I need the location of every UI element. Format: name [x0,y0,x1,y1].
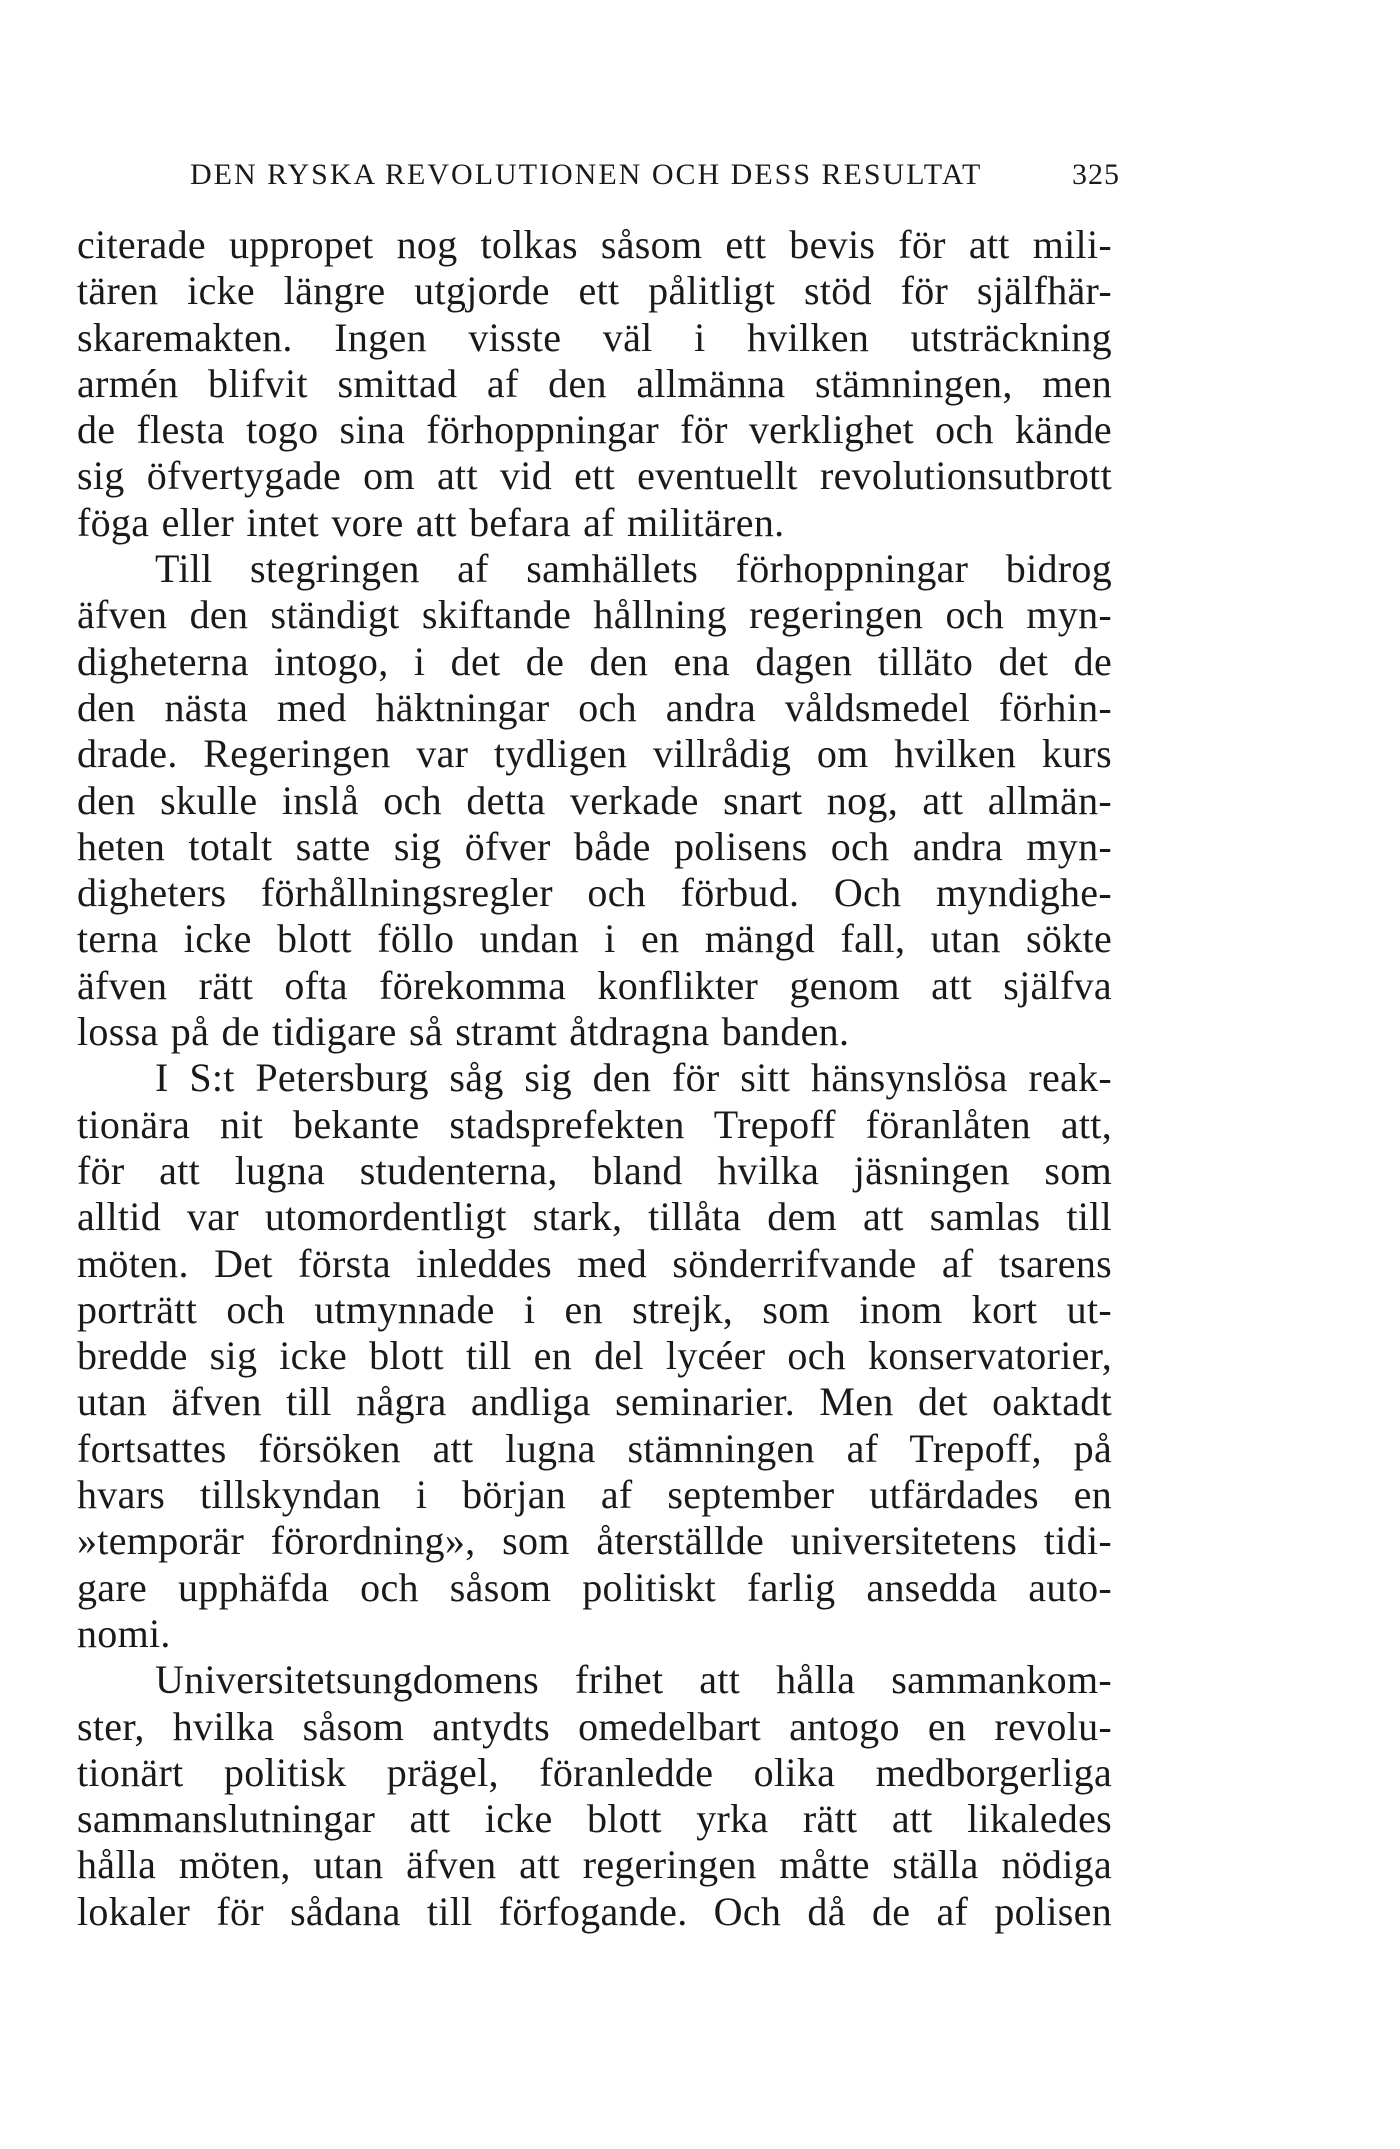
text-line: I S:t Petersburg såg sig den för sitt hänsynslösa reak- [155,1055,1112,1101]
text-line: lokaler för sådana till förfogande. Och då de af polisen [77,1888,1112,1934]
text-line: hålla möten, utan äfven att regeringen måtte ställa nödiga [77,1842,1112,1888]
running-title: DEN RYSKA REVOLUTIONEN OCH DESS RESULTAT [190,158,983,191]
text-line: digheters förhållningsregler och förbud. Och myndighe- [77,870,1112,916]
text-line: tären icke längre utgjorde ett pålitligt stöd för själfhär- [77,268,1112,314]
text-line: hvars tillskyndan i början af september utfärdades en [77,1472,1112,1518]
text-line: skaremakten. Ingen visste väl i hvilken utsträckning [77,314,1112,360]
text-line: heten totalt satte sig öfver både polisens och andra myn- [77,823,1112,869]
text-line: drade. Regeringen var tydligen villrådig om hvilken kurs [77,731,1112,777]
text-line: ster, hvilka såsom antydts omedelbart antogo en revolu- [77,1703,1112,1749]
text-line: de flesta togo sina förhoppningar för verklighet och kände [77,407,1112,453]
text-line: nomi. [77,1610,171,1656]
text-line: den nästa med häktningar och andra våldsmedel förhin- [77,684,1112,730]
text-line: Universitetsungdomens frihet att hålla sammankom- [155,1657,1112,1703]
text-line: porträtt och utmynnade i en strejk, som inom kort ut- [77,1286,1112,1332]
text-line: utan äfven till några andliga seminarier. Men det oaktadt [77,1379,1112,1425]
text-line: »temporär förordning», som återställde universitetens tidi- [77,1518,1112,1564]
body-text [77,222,1112,1935]
text-line: föga eller intet vore att befara af militären. [77,499,785,545]
text-line: Till stegringen af samhällets förhoppningar bidrog [155,546,1112,592]
text-line: alltid var utomordentligt stark, tillåta dem att samlas till [77,1194,1112,1240]
text-line: terna icke blott föllo undan i en mängd fall, utan sökte [77,916,1112,962]
text-line: bredde sig icke blott till en del lycéer och konservatorier, [77,1333,1112,1379]
running-header [190,158,1120,198]
text-line: digheterna intogo, i det de den ena dagen tilläto det de [77,638,1112,684]
text-line: möten. Det första inleddes med sönderrifvande af tsarens [77,1240,1112,1286]
text-line: lossa på de tidigare så stramt åtdragna banden. [77,1009,850,1055]
text-line: fortsattes försöken att lugna stämningen af Trepoff, på [77,1425,1112,1471]
text-line: äfven rätt ofta förekomma konflikter genom att själfva [77,962,1112,1008]
text-line: sig öfvertygade om att vid ett eventuellt revolutionsutbrott [77,453,1112,499]
text-line: tionärt politisk prägel, föranledde olika medborgerliga [77,1749,1112,1795]
page-number: 325 [1072,158,1120,191]
text-line: den skulle inslå och detta verkade snart nog, att allmän- [77,777,1112,823]
text-line: armén blifvit smittad af den allmänna stämningen, men [77,360,1112,406]
text-line: citerade uppropet nog tolkas såsom ett bevis för att mili- [77,222,1112,267]
text-line: sammanslutningar att icke blott yrka rätt att likaledes [77,1796,1112,1842]
text-line: tionära nit bekante stadsprefekten Trepoff föranlåten att, [77,1101,1112,1147]
text-line: gare upphäfda och såsom politiskt farlig ansedda auto- [77,1564,1112,1610]
text-line: äfven den ständigt skiftande hållning regeringen och myn- [77,592,1112,638]
text-line: för att lugna studenterna, bland hvilka jäsningen som [77,1147,1112,1193]
